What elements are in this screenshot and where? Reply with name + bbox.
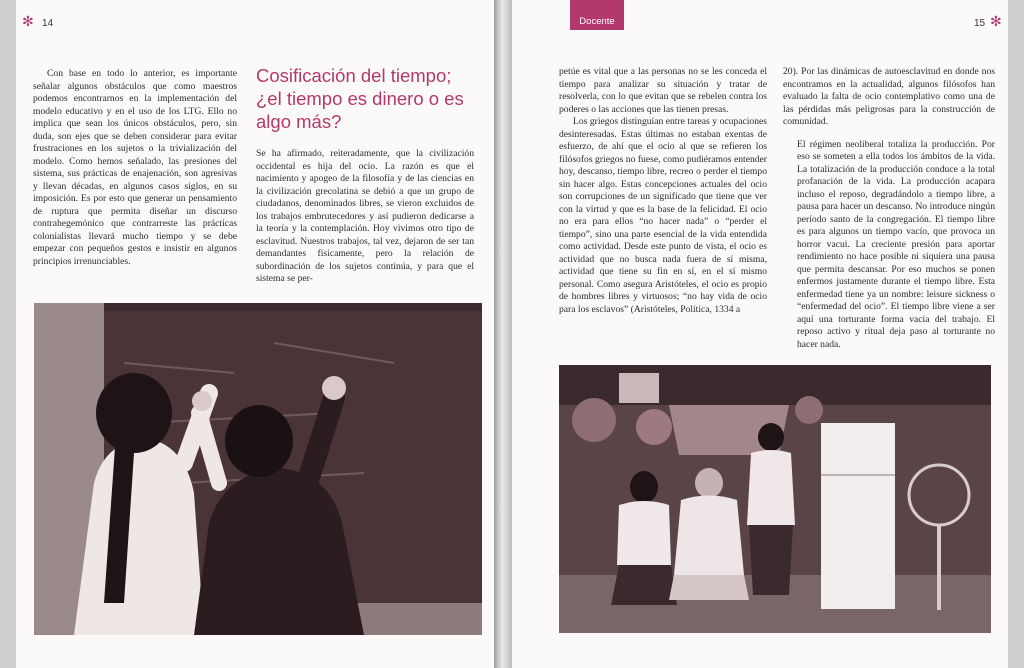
quote-paragraph: El régimen neoliberal totaliza la producción. Por eso se someten a ella todos los ámbitos de la vida. La totalización de la producción conduce a la total profanación de la vida. La producción acapara incluso el reposo, degradándolo a tiempo libre, a pausa para hacer un descanso. No introduce ningún período santo de la congregación. El tiempo libre es para algunos un tiempo vacío, que provoca un horror vacui. La creciente presión para aportar rendimiento no hace posible ni siquiera una pausa que permita descansar. Por eso muchos se ponen enfermos justamente durante el tiempo libre. Esta enfermedad tiene ya un nombre: leisure sickness o “enfermedad del ocio”. El tiempo libre viene a ser aquí una torturante forma vacía del trabajo. El reposo activo y ritual deja paso al torturante no hacer nada. xyxy=(797,138,995,350)
paragraph: Con base en todo lo anterior, es importante señalar algunos obstáculos que como maestros podemos encontrarnos en la implementación del modelo educativo y en el uso de los LTG. Ello no implica que sean los únicos obstáculos, pero, sin duda, son ejes que se deben considerar para evitar frustraciones en los sujetos o la trivialización del modelo. Como hemos señalado, las presiones del sistema, sus prácticas de enajenación, son agresivas y llevan décadas, en algunos casos siglos, en su imposición. Es por esto que generar un pensamiento de ruptura que permita diseñar un discurso contrahegemónico que contrarreste las prácticas colonialistas llevará mucho tiempo y se debe empezar con pequeños gestos e insistir en algunos principios irrenunciables. xyxy=(33,68,237,267)
flower-icon: ✻ xyxy=(990,14,1002,30)
section-title: Cosificación del tiempo; ¿el tiempo es dinero o es algo más? xyxy=(256,65,464,132)
flower-icon: ✻ xyxy=(22,14,34,30)
left-column-1 xyxy=(33,68,237,268)
photo-family-home-icon xyxy=(559,365,991,633)
right-page xyxy=(512,0,1008,668)
book-gutter xyxy=(494,0,512,668)
page-number: 14 xyxy=(42,18,54,29)
right-column-1 xyxy=(559,66,767,316)
left-column-2 xyxy=(256,148,474,286)
paragraph: Se ha afirmado, reiteradamente, que la civilización occidental es hija del ocio. La razón es que el nacimiento y apogeo de la filosofía y de las ciencias en la civilización grecolatina se debió a que un grupo de ciudadanos, denominados libres, se vieron excluidos de los trabajos embrutecedores y así pudieron dedicarse a la teoría y la contemplación. Hoy vivimos otro tipo de esclavitud. Nuestros trabajos, tal vez, dejaron de ser tan demandantes físicamente, pero la relación de subordinación de los sujetos continúa, y para que el sistema se per- xyxy=(256,148,474,284)
section-tab: Docente xyxy=(570,0,624,30)
right-column-2 xyxy=(783,66,995,351)
paragraph: 20). Por las dinámicas de autoesclavitud en donde nos encontramos en la actualidad, algunos filósofos han evaluado la falta de ocio contemplativo como una de las pérdidas más peligrosas para la construcción de comunidad. xyxy=(783,66,995,127)
paragraph: petúe es vital que a las personas no se les conceda el tiempo para analizar su situación y tratar de resolverla, con lo que evitan que se rebelen contra los poderes o las acciones que las tienen presas. xyxy=(559,66,767,115)
page-number: 15 xyxy=(974,18,986,29)
paragraph: Los griegos distinguían entre tareas y ocupaciones desinteresadas. Estas últimas no estaban exentas de esfuerzo, de ahí que el ocio al que se refieren los filósofos griegos no fuese, como pudiéramos entender hoy, descanso, tiempo libre, recreo o perder el tiempo sin hacer algo. Estas concepciones actuales del ocio son corrupciones de un significado que tiene que ver con la virtud y que es la base de la felicidad. El ocio no era para ellos “no hacer nada” o “perder el tiempo”, sino una parte esencial de la vida entendida como actividad. Desde este punto de vista, el ocio es actividad que no busca nada fuera de sí misma, actividad que tiene su fin en sí, en el sí mismo personal. Como asegura Aristóteles, el ocio es propio de hombres libres y virtuosos; “no hay vida de ocio para los esclavos” (Aristóteles, Política, 1334 a xyxy=(559,116,767,315)
photo-students-chalkboard-icon xyxy=(34,303,482,635)
left-page xyxy=(16,0,494,668)
